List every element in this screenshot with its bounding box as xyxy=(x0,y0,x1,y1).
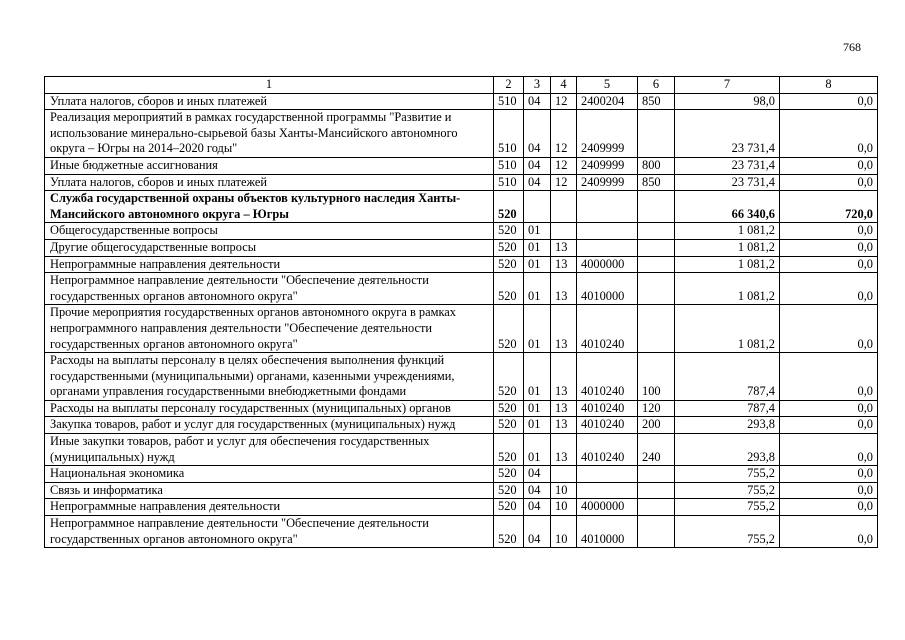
row-section-cell: 01 xyxy=(524,239,551,256)
row-expense-type-cell: 850 xyxy=(638,93,675,110)
table-row xyxy=(45,157,878,174)
row-subsection-cell: 13 xyxy=(551,400,577,417)
row-admin-code-cell: 520 xyxy=(494,417,524,434)
row-expense-type-cell xyxy=(638,305,675,353)
table-row xyxy=(45,516,878,548)
row-admin-code-cell: 510 xyxy=(494,174,524,191)
row-expense-type-cell xyxy=(638,110,675,158)
row-name-cell: Реализация мероприятий в рамках государственной программы "Развитие и использование минерально-сырьевой базы Ханты-Мансийского автономного округа – Югры на 2014–2020 годы" xyxy=(45,110,494,158)
row-expense-type-cell xyxy=(638,273,675,305)
row-section-cell: 04 xyxy=(524,482,551,499)
row-subvention-cell: 0,0 xyxy=(780,223,878,240)
row-subvention-cell: 0,0 xyxy=(780,239,878,256)
row-section-cell: 04 xyxy=(524,110,551,158)
row-subvention-cell: 0,0 xyxy=(780,417,878,434)
row-section-cell: 04 xyxy=(524,466,551,483)
row-target-article-cell: 4010240 xyxy=(577,434,638,466)
row-section-cell: 01 xyxy=(524,273,551,305)
row-amount-cell: 755,2 xyxy=(675,499,780,516)
row-subsection-cell xyxy=(551,191,577,223)
row-expense-type-cell xyxy=(638,191,675,223)
row-name-cell: Уплата налогов, сборов и иных платежей xyxy=(45,93,494,110)
row-subsection-cell: 12 xyxy=(551,157,577,174)
row-expense-type-cell xyxy=(638,482,675,499)
row-name-cell: Общегосударственные вопросы xyxy=(45,223,494,240)
row-section-cell: 04 xyxy=(524,93,551,110)
row-subsection-cell xyxy=(551,223,577,240)
table-row xyxy=(45,110,878,158)
row-admin-code-cell: 520 xyxy=(494,466,524,483)
row-target-article-cell xyxy=(577,482,638,499)
row-amount-cell: 755,2 xyxy=(675,516,780,548)
row-subvention-cell: 0,0 xyxy=(780,256,878,273)
row-expense-type-cell xyxy=(638,239,675,256)
row-section-cell: 04 xyxy=(524,157,551,174)
row-subsection-cell xyxy=(551,466,577,483)
row-expense-type-cell: 120 xyxy=(638,400,675,417)
row-name-cell: Иные бюджетные ассигнования xyxy=(45,157,494,174)
row-target-article-cell xyxy=(577,466,638,483)
row-subvention-cell: 0,0 xyxy=(780,157,878,174)
table-row xyxy=(45,239,878,256)
row-expense-type-cell: 800 xyxy=(638,157,675,174)
row-name-cell: Прочие мероприятия государственных органов автономного округа в рамках непрограммного направления деятельности "Обеспечение деятельности государственных органов автономного округа" xyxy=(45,305,494,353)
row-name-cell: Связь и информатика xyxy=(45,482,494,499)
row-target-article-cell: 2409999 xyxy=(577,174,638,191)
row-amount-cell: 1 081,2 xyxy=(675,223,780,240)
row-subsection-cell: 12 xyxy=(551,174,577,191)
row-target-article-cell: 2400204 xyxy=(577,93,638,110)
row-target-article-cell xyxy=(577,191,638,223)
row-target-article-cell: 4010240 xyxy=(577,400,638,417)
row-admin-code-cell: 520 xyxy=(494,239,524,256)
row-subvention-cell: 0,0 xyxy=(780,434,878,466)
row-amount-cell: 23 731,4 xyxy=(675,174,780,191)
table-row xyxy=(45,93,878,110)
row-name-cell: Расходы на выплаты персоналу в целях обеспечения выполнения функций государственными (муниципальными) органами, казенными учреждениями, органами управления государственными внебюджетными фондами xyxy=(45,353,494,401)
table-row xyxy=(45,273,878,305)
table-row xyxy=(45,353,878,401)
row-target-article-cell: 2409999 xyxy=(577,110,638,158)
row-target-article-cell: 4010000 xyxy=(577,273,638,305)
row-subsection-cell: 12 xyxy=(551,110,577,158)
row-amount-cell: 1 081,2 xyxy=(675,239,780,256)
row-target-article-cell: 4010240 xyxy=(577,305,638,353)
row-subsection-cell: 13 xyxy=(551,353,577,401)
row-subsection-cell: 10 xyxy=(551,499,577,516)
row-subvention-cell: 0,0 xyxy=(780,273,878,305)
row-name-cell: Другие общегосударственные вопросы xyxy=(45,239,494,256)
row-amount-cell: 755,2 xyxy=(675,482,780,499)
row-subvention-cell: 0,0 xyxy=(780,482,878,499)
row-section-cell: 04 xyxy=(524,499,551,516)
row-subvention-cell: 0,0 xyxy=(780,516,878,548)
header-cell-1: 1 xyxy=(45,77,494,94)
row-section-cell: 01 xyxy=(524,305,551,353)
header-cell-7: 7 xyxy=(675,77,780,94)
row-admin-code-cell: 520 xyxy=(494,434,524,466)
row-name-cell: Непрограммное направление деятельности "Обеспечение деятельности государственных органов автономного округа" xyxy=(45,273,494,305)
row-target-article-cell xyxy=(577,223,638,240)
row-admin-code-cell: 520 xyxy=(494,400,524,417)
row-name-cell: Непрограммное направление деятельности "Обеспечение деятельности государственных органов автономного округа" xyxy=(45,516,494,548)
row-subvention-cell: 0,0 xyxy=(780,499,878,516)
row-admin-code-cell: 520 xyxy=(494,305,524,353)
row-subvention-cell: 0,0 xyxy=(780,466,878,483)
table-row xyxy=(45,191,878,223)
row-subvention-cell: 0,0 xyxy=(780,93,878,110)
row-subvention-cell: 0,0 xyxy=(780,353,878,401)
row-amount-cell: 293,8 xyxy=(675,417,780,434)
budget-table xyxy=(44,76,878,548)
row-expense-type-cell xyxy=(638,256,675,273)
row-section-cell xyxy=(524,191,551,223)
row-amount-cell: 1 081,2 xyxy=(675,273,780,305)
row-subsection-cell: 10 xyxy=(551,516,577,548)
row-name-cell: Непрограммные направления деятельности xyxy=(45,499,494,516)
row-amount-cell: 1 081,2 xyxy=(675,305,780,353)
row-admin-code-cell: 520 xyxy=(494,353,524,401)
table-row xyxy=(45,223,878,240)
row-target-article-cell: 4010000 xyxy=(577,516,638,548)
row-name-cell: Иные закупки товаров, работ и услуг для обеспечения государственных (муниципальных) нужд xyxy=(45,434,494,466)
table-row xyxy=(45,482,878,499)
table-row xyxy=(45,466,878,483)
row-target-article-cell xyxy=(577,239,638,256)
table-row xyxy=(45,499,878,516)
row-admin-code-cell: 520 xyxy=(494,516,524,548)
row-amount-cell: 787,4 xyxy=(675,400,780,417)
row-expense-type-cell xyxy=(638,223,675,240)
table-row xyxy=(45,434,878,466)
row-section-cell: 01 xyxy=(524,353,551,401)
row-admin-code-cell: 510 xyxy=(494,110,524,158)
row-amount-cell: 23 731,4 xyxy=(675,110,780,158)
row-target-article-cell: 4000000 xyxy=(577,499,638,516)
row-subvention-cell: 0,0 xyxy=(780,400,878,417)
row-amount-cell: 23 731,4 xyxy=(675,157,780,174)
row-section-cell: 01 xyxy=(524,400,551,417)
header-cell-3: 3 xyxy=(524,77,551,94)
header-cell-2: 2 xyxy=(494,77,524,94)
row-expense-type-cell xyxy=(638,466,675,483)
row-expense-type-cell xyxy=(638,499,675,516)
row-amount-cell: 66 340,6 xyxy=(675,191,780,223)
row-subsection-cell: 12 xyxy=(551,93,577,110)
row-section-cell: 04 xyxy=(524,516,551,548)
row-subsection-cell: 13 xyxy=(551,239,577,256)
row-subvention-cell: 0,0 xyxy=(780,174,878,191)
row-amount-cell: 787,4 xyxy=(675,353,780,401)
row-name-cell: Уплата налогов, сборов и иных платежей xyxy=(45,174,494,191)
row-target-article-cell: 4010240 xyxy=(577,417,638,434)
row-expense-type-cell: 100 xyxy=(638,353,675,401)
table-row xyxy=(45,400,878,417)
row-expense-type-cell xyxy=(638,516,675,548)
row-name-cell: Расходы на выплаты персоналу государственных (муниципальных) органов xyxy=(45,400,494,417)
row-subvention-cell: 0,0 xyxy=(780,305,878,353)
table-header-row xyxy=(45,77,878,94)
row-admin-code-cell: 520 xyxy=(494,482,524,499)
row-amount-cell: 755,2 xyxy=(675,466,780,483)
row-section-cell: 01 xyxy=(524,223,551,240)
row-target-article-cell: 4010240 xyxy=(577,353,638,401)
row-subsection-cell: 10 xyxy=(551,482,577,499)
row-target-article-cell: 4000000 xyxy=(577,256,638,273)
row-admin-code-cell: 520 xyxy=(494,191,524,223)
row-amount-cell: 293,8 xyxy=(675,434,780,466)
row-target-article-cell: 2409999 xyxy=(577,157,638,174)
row-name-cell: Закупка товаров, работ и услуг для государственных (муниципальных) нужд xyxy=(45,417,494,434)
row-admin-code-cell: 520 xyxy=(494,273,524,305)
table-row xyxy=(45,417,878,434)
row-section-cell: 04 xyxy=(524,174,551,191)
row-amount-cell: 1 081,2 xyxy=(675,256,780,273)
row-subsection-cell: 13 xyxy=(551,305,577,353)
row-section-cell: 01 xyxy=(524,434,551,466)
row-subsection-cell: 13 xyxy=(551,417,577,434)
row-admin-code-cell: 520 xyxy=(494,256,524,273)
header-cell-5: 5 xyxy=(577,77,638,94)
row-admin-code-cell: 510 xyxy=(494,157,524,174)
row-expense-type-cell: 200 xyxy=(638,417,675,434)
table-row xyxy=(45,174,878,191)
table-row xyxy=(45,305,878,353)
header-cell-6: 6 xyxy=(638,77,675,94)
row-name-cell: Национальная экономика xyxy=(45,466,494,483)
row-admin-code-cell: 520 xyxy=(494,499,524,516)
row-expense-type-cell: 850 xyxy=(638,174,675,191)
page-number: 768 xyxy=(843,40,861,54)
row-subsection-cell: 13 xyxy=(551,256,577,273)
row-subsection-cell: 13 xyxy=(551,434,577,466)
row-name-cell: Непрограммные направления деятельности xyxy=(45,256,494,273)
row-section-cell: 01 xyxy=(524,417,551,434)
table-row xyxy=(45,256,878,273)
header-cell-8: 8 xyxy=(780,77,878,94)
row-subvention-cell: 0,0 xyxy=(780,110,878,158)
row-admin-code-cell: 510 xyxy=(494,93,524,110)
row-section-cell: 01 xyxy=(524,256,551,273)
header-cell-4: 4 xyxy=(551,77,577,94)
row-expense-type-cell: 240 xyxy=(638,434,675,466)
row-name-cell: Служба государственной охраны объектов культурного наследия Ханты-Мансийского автономного округа – Югры xyxy=(45,191,494,223)
row-amount-cell: 98,0 xyxy=(675,93,780,110)
row-admin-code-cell: 520 xyxy=(494,223,524,240)
row-subsection-cell: 13 xyxy=(551,273,577,305)
row-subvention-cell: 720,0 xyxy=(780,191,878,223)
